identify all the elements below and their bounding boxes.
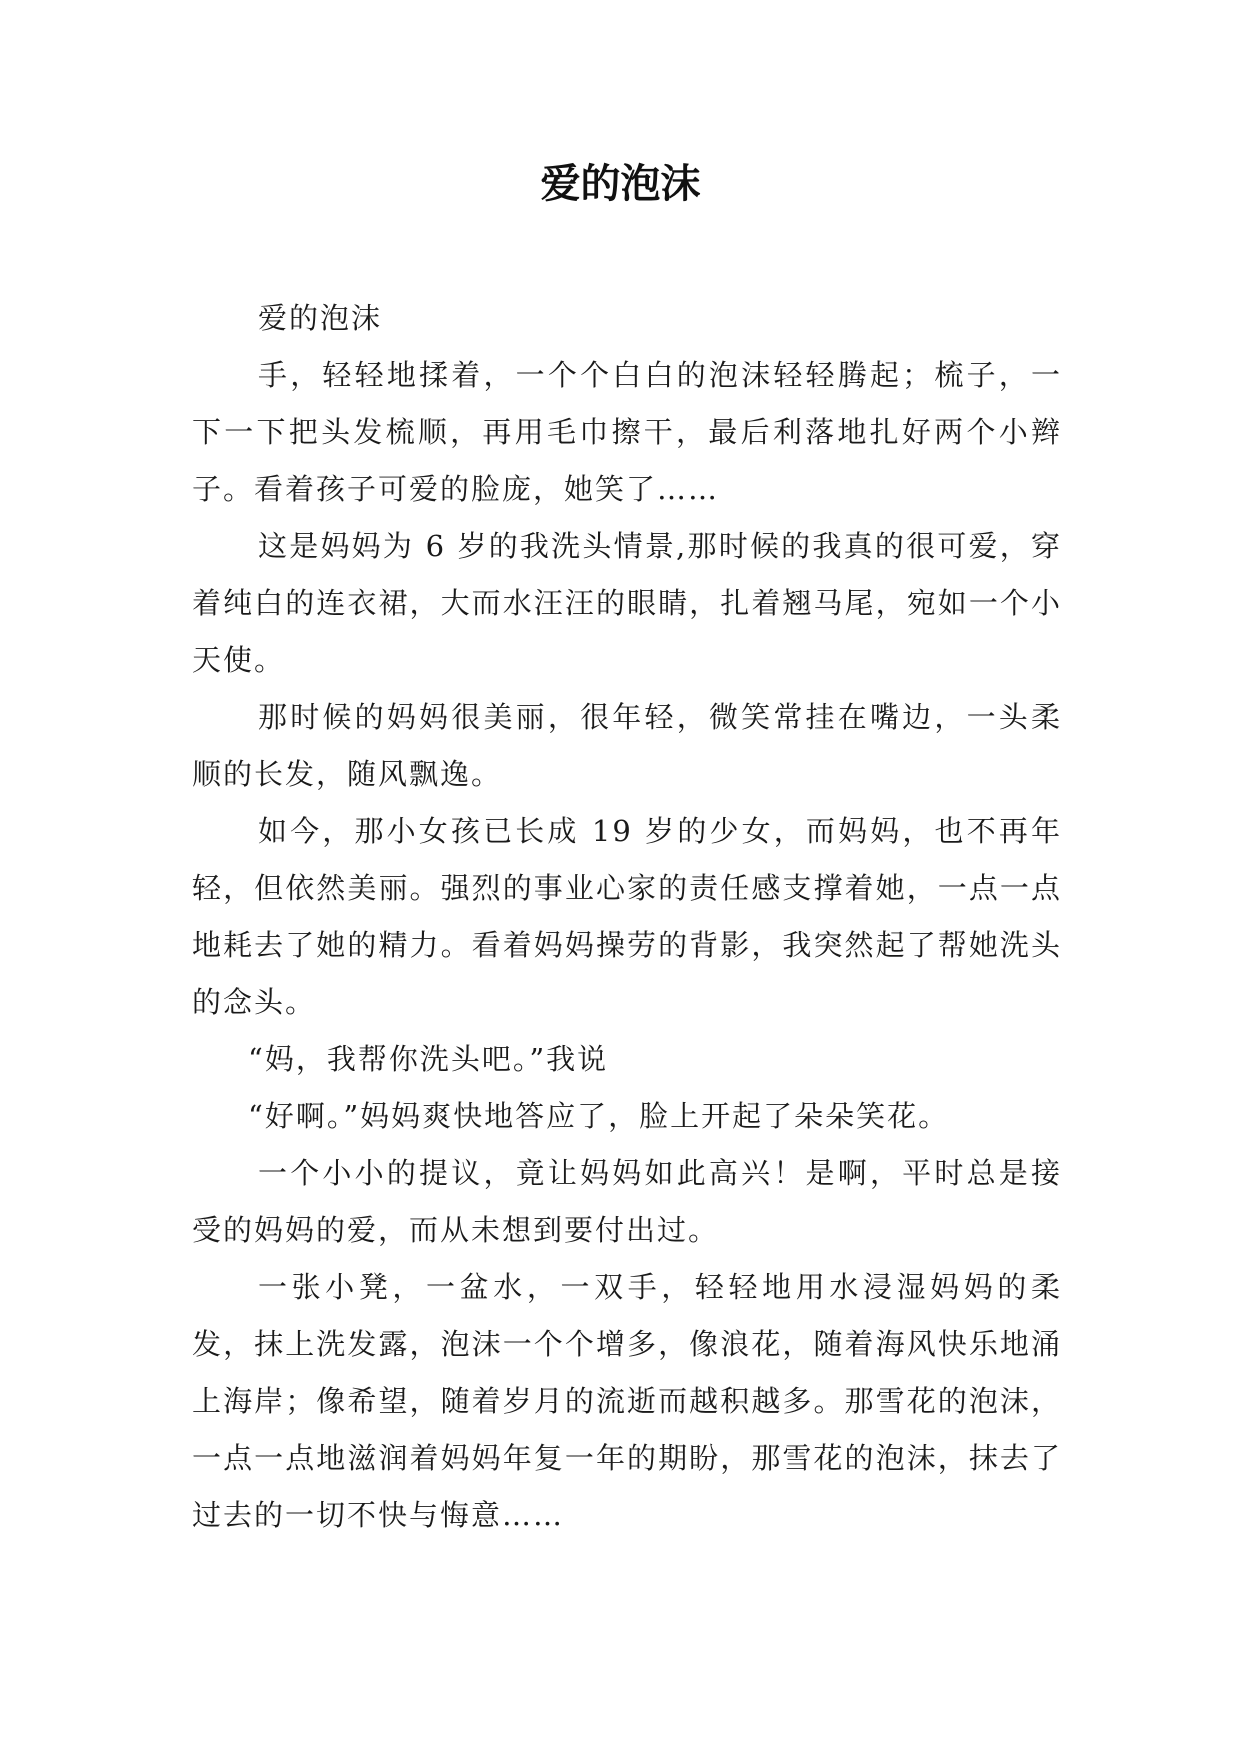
document-title: 爱的泡沫 (540, 161, 701, 207)
document-body (192, 290, 1062, 1544)
paragraph: 这是妈妈为 6 岁的我洗头情景,那时候的我真的很可爱，穿着纯白的连衣裙，大而水汪汪的眼睛，扎着翘马尾，宛如一个小天使。 (192, 529, 1062, 677)
paragraph-subtitle: 爱的泡沫 (258, 301, 383, 335)
paragraph: 手，轻轻地揉着，一个个白白的泡沫轻轻腾起；梳子，一下一下把头发梳顺，再用毛巾擦干，最后利落地扎好两个小辫子。看着孩子可爱的脸庞，她笑了…… (192, 358, 1062, 506)
paragraph: 一个小小的提议，竟让妈妈如此高兴！是啊，平时总是接受的妈妈的爱，而从未想到要付出过。 (192, 1156, 1062, 1247)
paragraph-dialogue: “妈，我帮你洗头吧。”我说 (248, 1042, 609, 1076)
paragraph: 那时候的妈妈很美丽，很年轻，微笑常挂在嘴边，一头柔顺的长发，随风飘逸。 (192, 700, 1062, 791)
paragraph: 一张小凳，一盆水，一双手，轻轻地用水浸湿妈妈的柔发，抹上洗发露，泡沫一个个增多，像浪花，随着海风快乐地涌上海岸；像希望，随着岁月的流逝而越积越多。那雪花的泡沫，一点一点地滋润着妈妈年复一年的期盼，那雪花的泡沫，抹去了过去的一切不快与悔意…… (192, 1270, 1062, 1532)
paragraph-dialogue: “好啊。”妈妈爽快地答应了，脸上开起了朵朵笑花。 (248, 1099, 950, 1133)
paragraph: 如今，那小女孩已长成 19 岁的少女，而妈妈，也不再年轻，但依然美丽。强烈的事业心家的责任感支撑着她，一点一点地耗去了她的精力。看着妈妈操劳的背影，我突然起了帮她洗头的念头。 (192, 814, 1062, 1019)
